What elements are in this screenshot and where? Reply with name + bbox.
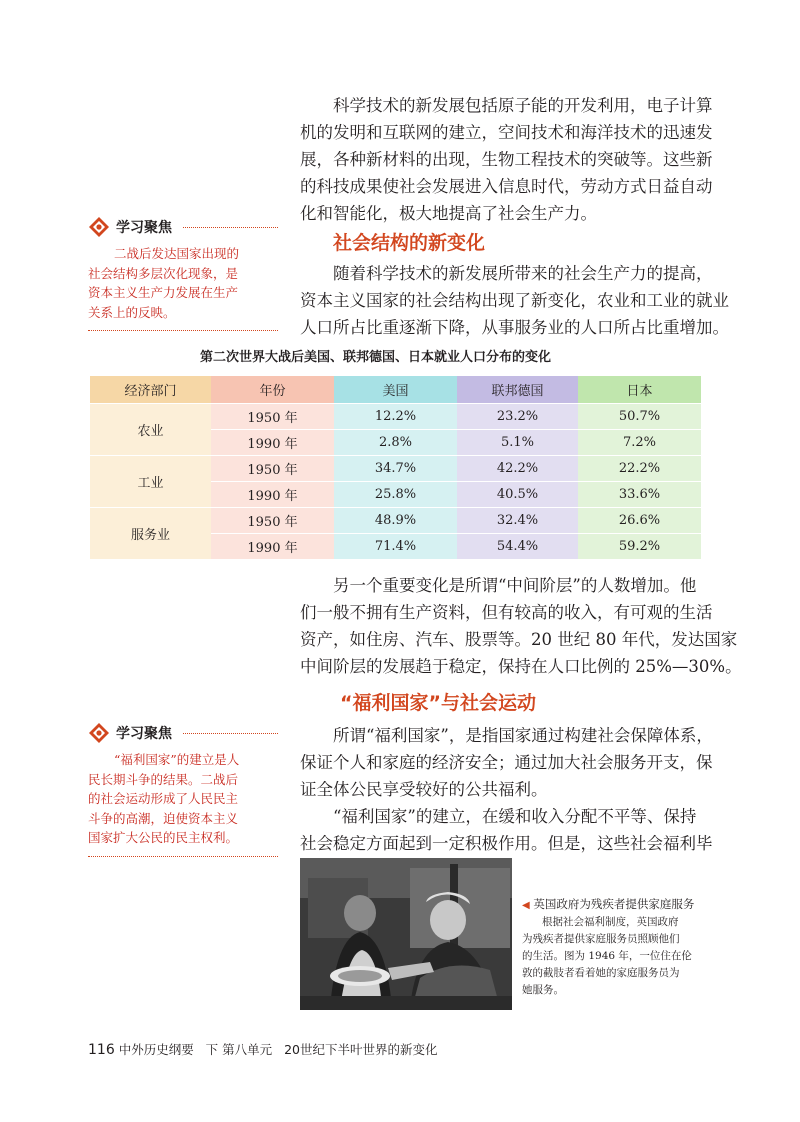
section-heading-social-structure: 社会结构的新变化 [333,232,486,254]
book-title: 中外历史纲要 [118,1042,194,1057]
text-line: 展，各种新材料的出现，生物工程技术的突破等。这些新 [300,150,713,169]
caption-body [522,914,704,999]
text-line: 的生活。图为 1946 年，一位住在伦 [522,950,692,962]
focus-diamond-icon [88,216,110,238]
study-focus-header [88,216,278,238]
middle-class-paragraph [300,572,742,680]
value-cell: 22.2% [578,456,701,482]
year-cell: 1990 年 [211,430,334,456]
text-line: 的社会运动形成了人民民主 [88,791,239,806]
year-cell: 1950 年 [211,508,334,534]
value-cell: 71.4% [334,534,457,560]
employment-table [90,376,701,560]
year-cell: 1950 年 [211,456,334,482]
unit-title: 20世纪下半叶世界的新变化 [284,1042,438,1057]
unit-label: 第八单元 [222,1042,273,1057]
year-cell: 1950 年 [211,404,334,430]
header-west-germany: 联邦德国 [457,376,578,404]
volume-label: 下 [205,1042,219,1057]
dotted-divider [183,227,278,228]
text-line: “福利国家”的建立是人 [114,752,240,767]
header-japan: 日本 [578,376,701,404]
caption-title-line [522,896,704,912]
value-cell: 48.9% [334,508,457,534]
text-line: 资产，如住房、汽车、股票等。20 世纪 80 年代，发达国家 [300,630,738,649]
header-year: 年份 [211,376,334,404]
text-line: 根据社会福利制度，英国政府 [542,916,679,928]
value-cell: 50.7% [578,404,701,430]
year-cell: 1990 年 [211,482,334,508]
value-cell: 26.6% [578,508,701,534]
value-cell: 5.1% [457,430,578,456]
value-cell: 2.8% [334,430,457,456]
header-sector: 经济部门 [90,376,211,404]
study-focus-text [88,750,278,848]
header-usa: 美国 [334,376,457,404]
study-focus-title: 学习聚焦 [116,220,172,236]
welfare-paragraph-1 [300,722,716,857]
text-line: 的科技成果使社会发展进入信息时代，劳动方式日益自动 [300,177,713,196]
year-cell: 1990 年 [211,534,334,560]
text-line: 民长期斗争的结果。二战后 [88,771,239,787]
table-row [90,456,701,482]
text-line: 为残疾者提供家庭服务员照顾他们 [522,933,680,945]
text-line: 关系上的反映。 [88,304,176,320]
text-line: 敦的截肢者看着她的家庭服务员为 [522,967,680,979]
sector-cell: 农业 [90,404,211,456]
text-line: 资本主义国家的社会结构出现了新变化，农业和工业的就业 [300,291,729,310]
value-cell: 32.4% [457,508,578,534]
table-row [90,404,701,430]
text-line: 机的发明和互联网的建立，空间技术和海洋技术的迅速发 [300,123,713,142]
text-line: 二战后发达国家出现的 [114,246,240,261]
text-line: 社会稳定方面起到一定积极作用。但是，这些社会福利毕 [300,834,713,853]
section1-paragraph [300,260,729,341]
value-cell: 7.2% [578,430,701,456]
focus-diamond-icon [88,722,110,744]
historical-photo [300,858,512,1010]
text-line: 中间阶层的发展趋于稳定，保持在人口比例的 25%—30%。 [300,657,742,676]
text-line: 人口所占比重逐渐下降，从事服务业的人口所占比重增加。 [300,318,729,337]
dotted-divider [88,856,278,857]
study-focus-box-1 [88,216,278,331]
section-heading-welfare-state: “福利国家”与社会运动 [340,692,536,714]
study-focus-text [88,244,278,322]
text-line: 证全体公民享受较好的公共福利。 [300,780,548,799]
dotted-divider [88,330,278,331]
page-footer [88,1040,438,1058]
table-title: 第二次世界大战后美国、联邦德国、日本就业人口分布的变化 [200,350,552,365]
value-cell: 42.2% [457,456,578,482]
text-line: 们一般不拥有生产资料，但有较高的收入，有可观的生活 [300,603,713,622]
caption-title: 英国政府为残疾者提供家庭服务 [533,897,695,911]
text-line: 国家扩大公民的民主权利。 [88,830,239,845]
text-line: 所谓“福利国家”，是指国家通过构建社会保障体系， [333,726,713,745]
study-focus-box-2 [88,722,278,857]
text-line: 另一个重要变化是所谓“中间阶层”的人数增加。他 [333,576,697,595]
text-line: 随着科学技术的新发展所带来的社会生产力的提高， [333,264,713,283]
text-line: 科学技术的新发展包括原子能的开发利用，电子计算 [333,96,713,115]
text-line: “福利国家”的建立，在缓和收入分配不平等、保持 [333,807,697,826]
page-number: 116 [88,1042,115,1058]
intro-paragraph [300,92,716,227]
value-cell: 23.2% [457,404,578,430]
value-cell: 59.2% [578,534,701,560]
value-cell: 54.4% [457,534,578,560]
dotted-divider [183,733,278,734]
sector-cell: 服务业 [90,508,211,560]
study-focus-header [88,722,278,744]
value-cell: 33.6% [578,482,701,508]
table-header-row [90,376,701,404]
triangle-pointer-icon: ◀ [522,900,530,911]
text-line: 保证个人和家庭的经济安全；通过加大社会服务开支，保 [300,753,713,772]
text-line: 斗争的高潮，迫使资本主义 [88,810,239,826]
value-cell: 25.8% [334,482,457,508]
sector-cell: 工业 [90,456,211,508]
value-cell: 40.5% [457,482,578,508]
value-cell: 34.7% [334,456,457,482]
text-line: 她服务。 [522,984,564,996]
text-line: 化和智能化，极大地提高了社会生产力。 [300,204,597,223]
value-cell: 12.2% [334,404,457,430]
table-row [90,508,701,534]
text-line: 社会结构多层次化现象，是 [88,265,239,281]
photo-caption [522,896,704,999]
study-focus-title: 学习聚焦 [116,726,172,742]
text-line: 资本主义生产力发展在生产 [88,285,239,300]
